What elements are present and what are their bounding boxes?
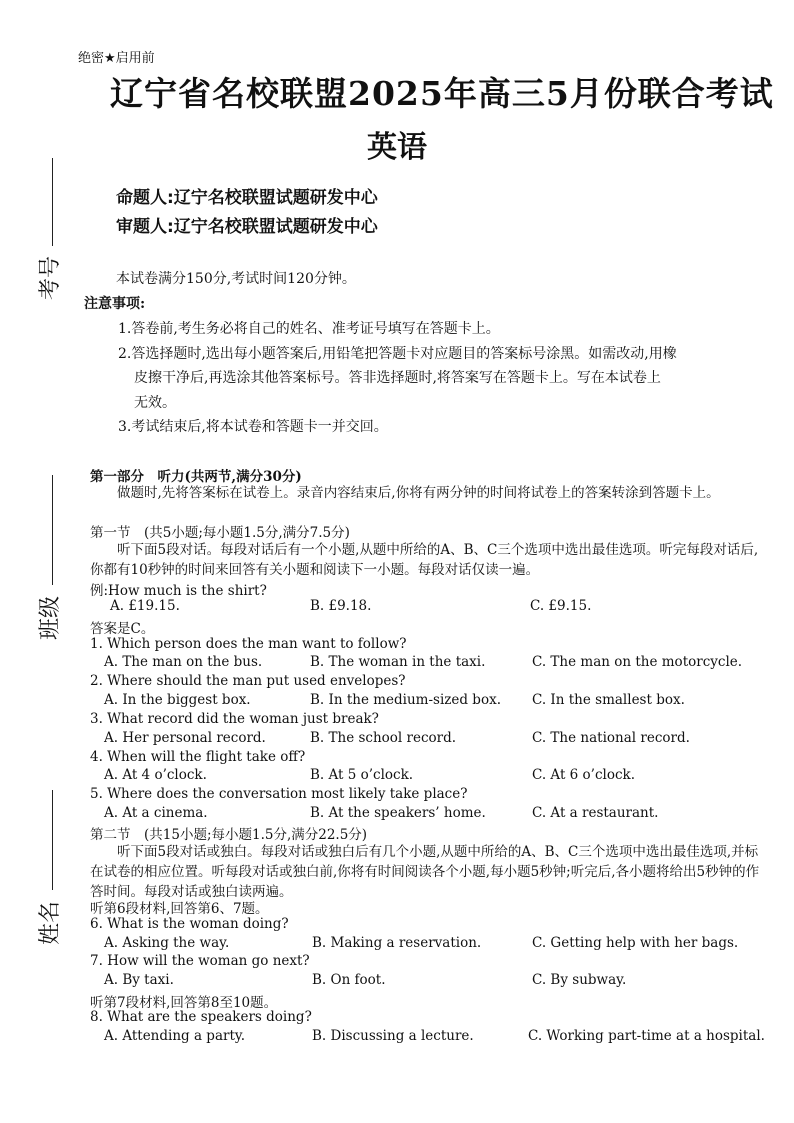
q1-option-c: C. The man on the motorcycle. [532, 654, 743, 670]
question-3: 3. What record did the woman just break? [90, 711, 379, 727]
q8-option-b: B. Discussing a lecture. [312, 1028, 474, 1044]
section1-desc: 听下面5段对话。每段对话后有一个小题,从题中所给的A、B、C三个选项中选出最佳选项。听完每段对话后,你都有10秒钟的时间来回答有关小题和阅读下一小题。每段对话仅读一遍。 [90, 542, 759, 578]
exam-number-label: 考号 [38, 255, 63, 300]
exam-number-line [52, 158, 53, 246]
class-label: 班级 [38, 595, 63, 640]
q5-option-c: C. At a restaurant. [532, 805, 659, 821]
q6-option-b: B. Making a reservation. [312, 935, 482, 951]
q8-option-a: A. Attending a party. [104, 1028, 245, 1044]
reviewer-line: 审题人:辽宁名校联盟试题研发中心 [116, 217, 378, 237]
question-6: 6. What is the woman doing? [90, 916, 289, 932]
q2-option-c: C. In the smallest box. [532, 692, 685, 708]
example-answer: 答案是C。 [90, 621, 155, 637]
exam-title: 辽宁省名校联盟2025年高三5月份联合考试 [110, 74, 774, 113]
q4-option-b: B. At 5 o’clock. [310, 767, 414, 783]
q7-option-b: B. On foot. [312, 972, 386, 988]
notice-title: 注意事项: [84, 296, 146, 312]
question-4: 4. When will the flight take off? [90, 749, 306, 765]
question-2: 2. Where should the man put used envelopes? [90, 673, 406, 689]
question-7: 7. How will the woman go next? [90, 953, 310, 969]
question-8: 8. What are the speakers doing? [90, 1009, 312, 1025]
subject-title: 英语 [367, 130, 427, 165]
section1-title: 第一节 (共5小题;每小题1.5分,满分7.5分) [90, 525, 350, 541]
class-line [52, 475, 53, 585]
notice-item-3: 3.考试结束后,将本试卷和答题卡一并交回。 [118, 419, 388, 435]
q8-option-c: C. Working part-time at a hospital. [528, 1028, 765, 1044]
material-7-instruction: 听第7段材料,回答第8至10题。 [90, 995, 278, 1011]
q5-option-a: A. At a cinema. [104, 805, 208, 821]
section2-desc: 听下面5段对话或独白。每段对话或独白后有几个小题,从题中所给的A、B、C三个选项中选出最佳选项,并标在试卷的相应位置。听每段对话或独白前,你将有时间阅读各个小题,每小题5秒钟;听完后,各小题将给出5秒钟的作答时间。每段对话或独白读两遍。 [90, 844, 760, 900]
q7-option-c: C. By subway. [532, 972, 627, 988]
q6-option-c: C. Getting help with her bags. [532, 935, 739, 951]
example-option-b: B. £9.18. [310, 598, 372, 614]
q1-option-b: B. The woman in the taxi. [310, 654, 486, 670]
q5-option-b: B. At the speakers’ home. [310, 805, 486, 821]
example-option-a: A. £19.15. [110, 598, 180, 614]
exam-info: 本试卷满分150分,考试时间120分钟。 [116, 271, 356, 287]
section2-title: 第二节 (共15小题;每小题1.5分,满分22.5分) [90, 827, 368, 843]
part1-desc: 做题时,先将答案标在试卷上。录音内容结束后,你将有两分钟的时间将试卷上的答案转涂到答题卡上。 [90, 485, 720, 501]
setter-line: 命题人:辽宁名校联盟试题研发中心 [116, 188, 378, 208]
notice-item-2: 2.答选择题时,选出每小题答案后,用铅笔把答题卡对应题目的答案标号涂黑。如需改动,用橡 [118, 346, 677, 362]
name-label: 姓名 [38, 900, 63, 945]
part1-title: 第一部分 听力(共两节,满分30分) [90, 469, 302, 485]
material-6-instruction: 听第6段材料,回答第6、7题。 [90, 901, 269, 917]
confidential-label: 绝密★启用前 [78, 51, 155, 66]
q2-option-b: B. In the medium-sized box. [310, 692, 501, 708]
notice-item-1: 1.答卷前,考生务必将自己的姓名、准考证号填写在答题卡上。 [118, 321, 500, 337]
name-line [52, 790, 53, 890]
question-5: 5. Where does the conversation most likely take place? [90, 786, 468, 802]
q3-option-c: C. The national record. [532, 730, 690, 746]
example-question: 例:How much is the shirt? [90, 583, 267, 599]
q3-option-b: B. The school record. [310, 730, 457, 746]
notice-item-2-cont: 皮擦干净后,再选涂其他答案标号。答非选择题时,将答案写在答题卡上。写在本试卷上 [134, 370, 661, 386]
q4-option-c: C. At 6 o’clock. [532, 767, 635, 783]
q4-option-a: A. At 4 o’clock. [104, 767, 207, 783]
q3-option-a: A. Her personal record. [104, 730, 266, 746]
q1-option-a: A. The man on the bus. [104, 654, 263, 670]
question-1: 1. Which person does the man want to follow? [90, 636, 407, 652]
notice-item-2-end: 无效。 [134, 395, 176, 411]
q2-option-a: A. In the biggest box. [104, 692, 251, 708]
q7-option-a: A. By taxi. [104, 972, 174, 988]
q6-option-a: A. Asking the way. [104, 935, 230, 951]
example-option-c: C. £9.15. [530, 598, 592, 614]
